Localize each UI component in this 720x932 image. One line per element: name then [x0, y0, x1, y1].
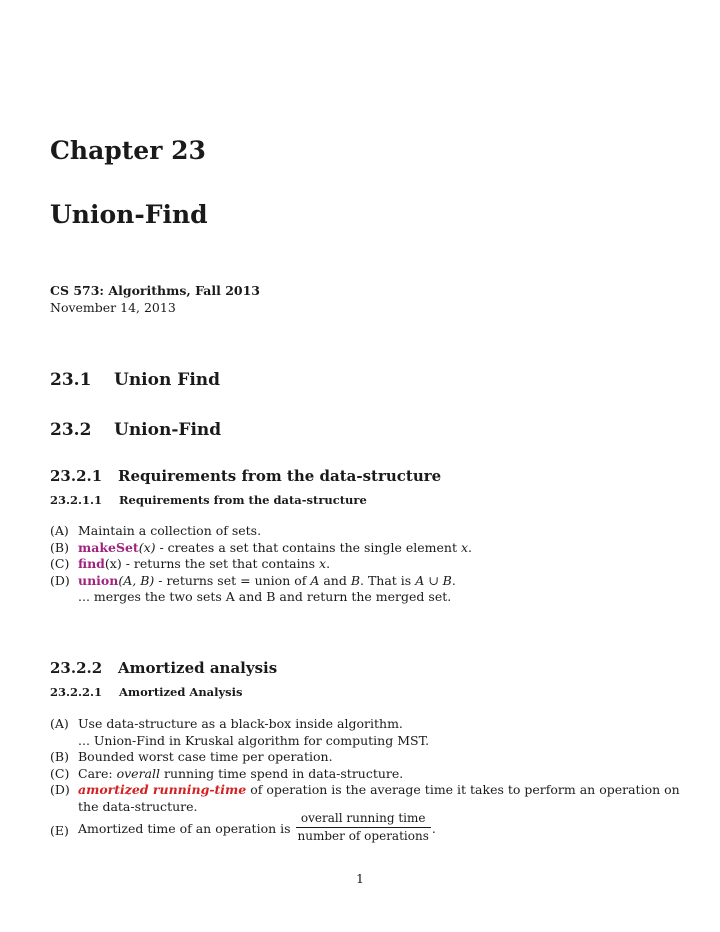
item-text: and	[319, 572, 351, 588]
subsubsection-23-2-2-1	[50, 685, 243, 699]
lecture-date: November 14, 2013	[50, 300, 176, 315]
item-end: .	[451, 572, 456, 588]
list-item	[50, 523, 451, 540]
item-text: of operation is the average time it takes to perform an operation on	[246, 782, 680, 797]
section-number: 23.1	[50, 370, 92, 390]
subsubsection-number: 23.2.1.1	[50, 493, 103, 507]
item-end: .	[468, 539, 472, 555]
list-item	[50, 539, 472, 557]
item-text: Use data-structure as a black-box inside algorithm.	[78, 716, 403, 731]
course-name: CS 573: Algorithms, Fall 2013	[50, 283, 261, 298]
subsection-number: 23.2.2	[50, 659, 103, 677]
subsection-number: 23.2.1	[50, 467, 103, 485]
subsubsection-number: 23.2.2.1	[50, 685, 103, 699]
item-label: (E)	[50, 823, 69, 838]
item-var: A	[310, 572, 320, 588]
item-arg: (x)	[104, 556, 122, 571]
item-label: (A)	[50, 716, 69, 731]
list-item	[50, 782, 680, 799]
subsection-23-2-2	[50, 659, 277, 677]
list-item	[50, 716, 429, 733]
item-text: Care:	[78, 765, 117, 781]
list-item-continuation: ... Union-Find in Kruskal algorithm for computing MST.	[78, 732, 430, 748]
item-text: - creates a set that contains the single element	[155, 539, 461, 555]
item-text: Amortized time of an operation is	[78, 821, 295, 836]
keyword-find: find	[78, 556, 105, 571]
item-var: B	[350, 572, 361, 588]
keyword-union: union	[78, 572, 119, 588]
item-text: - returns the set that contains	[121, 556, 320, 571]
requirements-list	[50, 523, 472, 606]
item-label: (C)	[50, 765, 70, 781]
item-expr: A ∪ B	[415, 572, 452, 588]
list-item-continuation: ... merges the two sets A and B and return the merged set.	[78, 589, 452, 604]
item-label: (B)	[50, 749, 69, 764]
list-item	[50, 572, 456, 590]
subsubsection-23-2-1-1	[50, 493, 367, 507]
section-23-2	[50, 420, 221, 440]
item-text: Bounded worst case time per operation.	[78, 749, 333, 764]
item-var: x	[460, 539, 468, 555]
fraction-numerator: overall running time	[296, 811, 431, 828]
item-text: running time spend in data-structure.	[160, 765, 404, 781]
list-item	[50, 556, 451, 573]
item-arg: (A, B)	[118, 572, 155, 588]
item-label: (B)	[50, 539, 69, 555]
section-title: Union Find	[114, 370, 221, 390]
item-text: . That is	[360, 572, 416, 588]
subsection-title: Amortized analysis	[118, 659, 278, 677]
item-end: .	[326, 556, 331, 571]
item-label: (D)	[50, 572, 70, 588]
item-label: (A)	[50, 523, 69, 538]
amortized-list	[50, 716, 680, 847]
fraction	[296, 811, 431, 844]
fraction-denominator: number of operations	[297, 829, 429, 843]
list-item-continuation: the data-structure.	[78, 798, 198, 814]
page-number: 1	[356, 871, 364, 886]
chapter-title: Union-Find	[50, 200, 208, 229]
chapter-label: Chapter 23	[50, 136, 206, 165]
list-item	[50, 749, 429, 766]
item-text: - returns set = union of	[154, 572, 311, 588]
subsubsection-title: Requirements from the data-structure	[119, 493, 367, 507]
list-item	[50, 811, 436, 847]
section-title: Union-Find	[114, 420, 222, 440]
emphasis-overall: overall	[116, 765, 160, 781]
item-label: (D)	[50, 782, 70, 797]
item-var: x	[319, 556, 327, 571]
list-item	[50, 766, 429, 783]
item-arg: (x)	[138, 539, 156, 555]
section-number: 23.2	[50, 420, 92, 440]
keyword-makeset: makeSet	[78, 539, 139, 555]
subsubsection-title: Amortized Analysis	[119, 685, 243, 699]
subsection-title: Requirements from the data-structure	[118, 467, 442, 485]
item-text: Maintain a collection of sets.	[78, 523, 262, 538]
item-end: .	[431, 821, 436, 836]
section-23-1	[50, 370, 220, 390]
item-label: (C)	[50, 556, 70, 571]
emphasis-amortized-running-time: amortized running-time	[78, 782, 247, 797]
subsection-23-2-1	[50, 467, 441, 485]
